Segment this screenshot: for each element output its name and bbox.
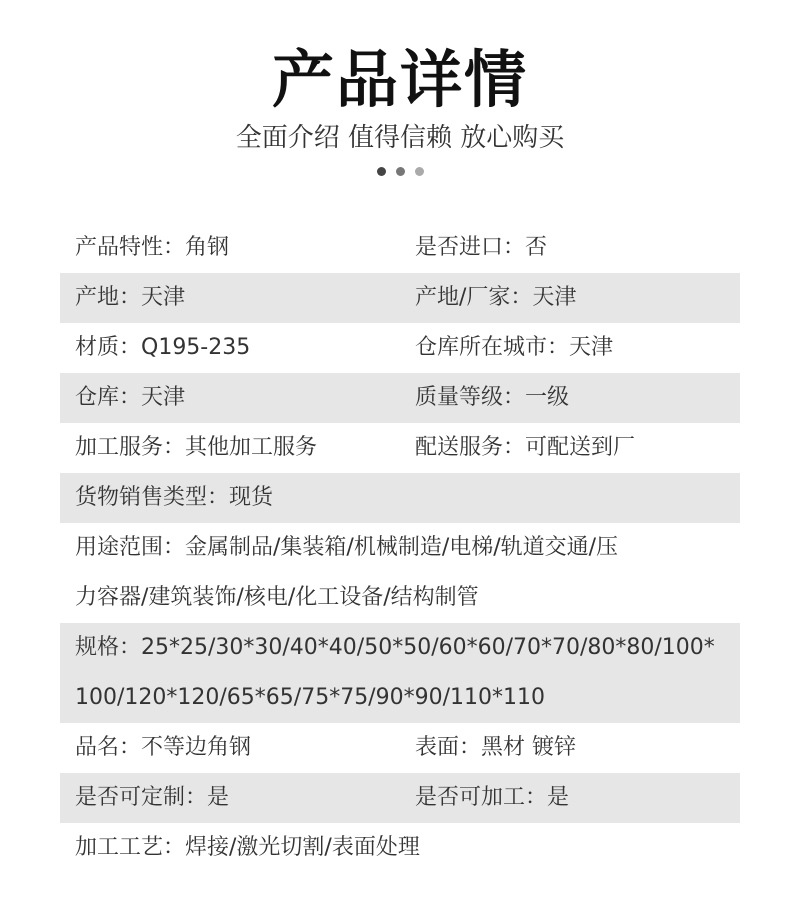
spec-row (60, 273, 740, 323)
spec-line: 力容器/建筑装饰/核电/化工设备/结构制管 (75, 585, 479, 610)
page-header (0, 0, 800, 200)
spec-cell: 仓库所在城市：天津 (415, 335, 614, 360)
spec-cell: 仓库：天津 (75, 385, 186, 410)
spec-cell: 货物销售类型：现货 (75, 485, 274, 510)
spec-row-usage (60, 523, 740, 623)
spec-row (60, 473, 740, 523)
spec-line: 100/120*120/65*65/75*75/90*90/110*110 (75, 685, 545, 710)
spec-row (60, 823, 740, 873)
spec-cell: 质量等级：一级 (415, 385, 570, 410)
spec-cell: 是否可定制：是 (75, 785, 230, 810)
spec-row (60, 423, 740, 473)
spec-row-sizes (60, 623, 740, 723)
page-subtitle: 全面介绍 值得信赖 放心购买 (235, 123, 565, 153)
spec-line: 用途范围：金属制品/集装箱/机械制造/电梯/轨道交通/压 (75, 535, 619, 560)
dot-3 (415, 167, 424, 176)
spec-cell: 配送服务：可配送到厂 (415, 435, 636, 460)
spec-cell: 产品特性：角钢 (75, 235, 230, 260)
spec-cell: 是否可加工：是 (415, 785, 570, 810)
spec-table (60, 223, 740, 873)
spec-cell: 加工服务：其他加工服务 (75, 435, 318, 460)
spec-cell: 材质：Q195-235 (75, 335, 251, 360)
spec-row (60, 323, 740, 373)
spec-cell: 表面：黑材 镀锌 (415, 735, 576, 760)
spec-row (60, 723, 740, 773)
dot-2 (396, 167, 405, 176)
spec-cell: 是否进口：否 (415, 235, 548, 260)
spec-row (60, 223, 740, 273)
spec-line: 规格：25*25/30*30/40*40/50*50/60*60/70*70/80*80/100* (75, 635, 715, 660)
decorative-dots (0, 167, 800, 176)
spec-cell: 产地：天津 (75, 285, 186, 310)
spec-row (60, 373, 740, 423)
page-title: 产品详情 (271, 43, 528, 116)
spec-cell: 加工工艺：焊接/激光切割/表面处理 (75, 835, 420, 860)
spec-row (60, 773, 740, 823)
spec-cell: 品名：不等边角钢 (75, 735, 252, 760)
spec-cell: 产地/厂家：天津 (415, 285, 577, 310)
dot-1 (377, 167, 386, 176)
